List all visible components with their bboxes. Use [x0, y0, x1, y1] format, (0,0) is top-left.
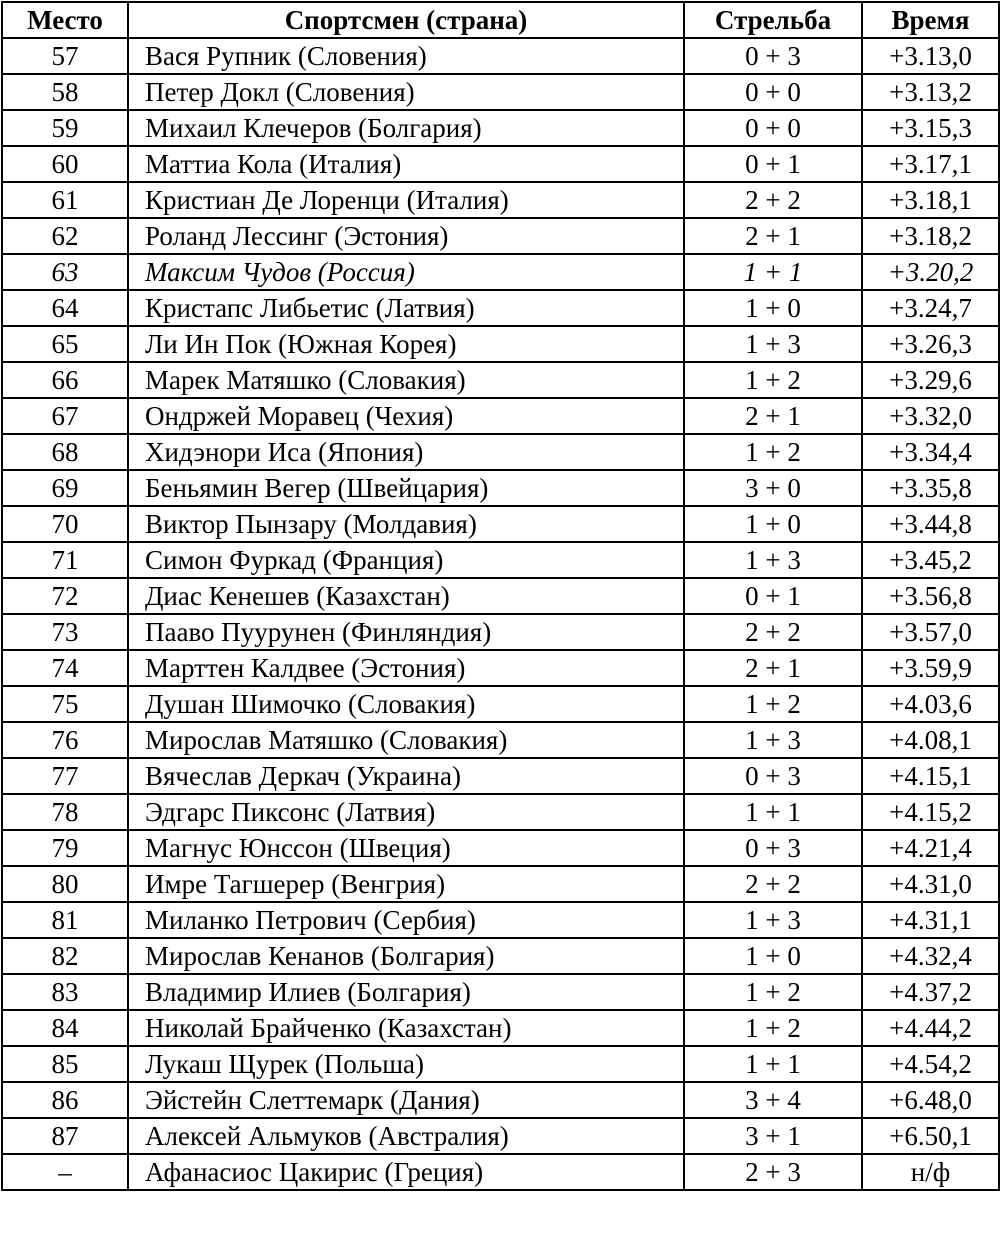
cell-shooting: 2 + 2	[684, 866, 862, 902]
table-row	[2, 1082, 999, 1118]
cell-place: 62	[2, 218, 128, 254]
cell-shooting: 1 + 1	[684, 794, 862, 830]
cell-place: 69	[2, 470, 128, 506]
cell-shooting: 0 + 0	[684, 74, 862, 110]
table-body	[2, 38, 999, 1190]
cell-athlete: Вася Рупник (Словения)	[128, 38, 684, 74]
cell-place: 77	[2, 758, 128, 794]
cell-time: +3.35,8	[862, 470, 999, 506]
cell-time: +3.57,0	[862, 614, 999, 650]
cell-time: +4.37,2	[862, 974, 999, 1010]
cell-place: 84	[2, 1010, 128, 1046]
table-row	[2, 1046, 999, 1082]
cell-athlete: Вячеслав Деркач (Украина)	[128, 758, 684, 794]
cell-place: 66	[2, 362, 128, 398]
cell-athlete: Миланко Петрович (Сербия)	[128, 902, 684, 938]
cell-place: 70	[2, 506, 128, 542]
cell-place: 72	[2, 578, 128, 614]
table-row	[2, 686, 999, 722]
table-row	[2, 758, 999, 794]
cell-athlete: Мирослав Кенанов (Болгария)	[128, 938, 684, 974]
table-row	[2, 614, 999, 650]
cell-place: 57	[2, 38, 128, 74]
table-row	[2, 830, 999, 866]
table-header	[2, 2, 999, 38]
table-row	[2, 506, 999, 542]
table-row	[2, 362, 999, 398]
cell-place: 75	[2, 686, 128, 722]
cell-time: +3.24,7	[862, 290, 999, 326]
cell-place: 67	[2, 398, 128, 434]
cell-time: +3.56,8	[862, 578, 999, 614]
cell-place: 83	[2, 974, 128, 1010]
table-row	[2, 470, 999, 506]
header-shooting: Стрельба	[684, 2, 862, 38]
cell-time: +4.15,2	[862, 794, 999, 830]
cell-shooting: 1 + 2	[684, 434, 862, 470]
cell-shooting: 0 + 1	[684, 578, 862, 614]
cell-shooting: 1 + 0	[684, 938, 862, 974]
table-row	[2, 146, 999, 182]
cell-athlete: Петер Докл (Словения)	[128, 74, 684, 110]
table-row	[2, 110, 999, 146]
cell-time: +3.32,0	[862, 398, 999, 434]
cell-time: +3.59,9	[862, 650, 999, 686]
cell-athlete: Эйстейн Слеттемарк (Дания)	[128, 1082, 684, 1118]
cell-shooting: 3 + 4	[684, 1082, 862, 1118]
cell-time: +3.44,8	[862, 506, 999, 542]
cell-shooting: 2 + 2	[684, 182, 862, 218]
header-athlete: Спортсмен (страна)	[128, 2, 684, 38]
cell-time: +4.32,4	[862, 938, 999, 974]
cell-time: +4.31,0	[862, 866, 999, 902]
cell-time: +4.08,1	[862, 722, 999, 758]
cell-athlete: Мирослав Матяшко (Словакия)	[128, 722, 684, 758]
cell-shooting: 2 + 3	[684, 1154, 862, 1190]
table-row	[2, 1010, 999, 1046]
table-row	[2, 74, 999, 110]
table-row	[2, 182, 999, 218]
cell-shooting: 0 + 3	[684, 830, 862, 866]
cell-time: +3.17,1	[862, 146, 999, 182]
table-row	[2, 938, 999, 974]
cell-athlete: Ли Ин Пок (Южная Корея)	[128, 326, 684, 362]
cell-place: 64	[2, 290, 128, 326]
cell-time: +3.15,3	[862, 110, 999, 146]
cell-shooting: 1 + 1	[684, 254, 862, 290]
cell-place: 76	[2, 722, 128, 758]
cell-shooting: 0 + 3	[684, 38, 862, 74]
cell-athlete: Алексей Альмуков (Австралия)	[128, 1118, 684, 1154]
cell-shooting: 1 + 3	[684, 722, 862, 758]
cell-place: 73	[2, 614, 128, 650]
cell-time: н/ф	[862, 1154, 999, 1190]
cell-place: 59	[2, 110, 128, 146]
cell-shooting: 2 + 1	[684, 650, 862, 686]
cell-shooting: 2 + 1	[684, 218, 862, 254]
table-row	[2, 866, 999, 902]
cell-time: +3.18,1	[862, 182, 999, 218]
cell-athlete: Кристапс Либьетис (Латвия)	[128, 290, 684, 326]
cell-place: 74	[2, 650, 128, 686]
cell-shooting: 1 + 0	[684, 290, 862, 326]
cell-place: 87	[2, 1118, 128, 1154]
cell-time: +3.20,2	[862, 254, 999, 290]
cell-athlete: Марттен Калдвее (Эстония)	[128, 650, 684, 686]
cell-athlete: Хидэнори Иса (Япония)	[128, 434, 684, 470]
cell-athlete: Эдгарс Пиксонс (Латвия)	[128, 794, 684, 830]
table-row	[2, 434, 999, 470]
cell-athlete: Беньямин Вегер (Швейцария)	[128, 470, 684, 506]
cell-place: 82	[2, 938, 128, 974]
cell-athlete: Марек Матяшко (Словакия)	[128, 362, 684, 398]
cell-place: 78	[2, 794, 128, 830]
header-place: Место	[2, 2, 128, 38]
cell-place: 86	[2, 1082, 128, 1118]
cell-place: 80	[2, 866, 128, 902]
cell-athlete: Диас Кенешев (Казахстан)	[128, 578, 684, 614]
cell-shooting: 1 + 0	[684, 506, 862, 542]
cell-time: +4.54,2	[862, 1046, 999, 1082]
cell-athlete: Владимир Илиев (Болгария)	[128, 974, 684, 1010]
cell-place: 58	[2, 74, 128, 110]
cell-athlete: Роланд Лессинг (Эстония)	[128, 218, 684, 254]
cell-shooting: 0 + 1	[684, 146, 862, 182]
cell-place: 71	[2, 542, 128, 578]
cell-athlete: Маттиа Кола (Италия)	[128, 146, 684, 182]
cell-athlete: Михаил Клечеров (Болгария)	[128, 110, 684, 146]
table-row	[2, 326, 999, 362]
cell-shooting: 1 + 3	[684, 542, 862, 578]
cell-shooting: 3 + 1	[684, 1118, 862, 1154]
table-row	[2, 722, 999, 758]
table-row	[2, 974, 999, 1010]
cell-athlete: Лукаш Щурек (Польша)	[128, 1046, 684, 1082]
cell-place: 61	[2, 182, 128, 218]
cell-time: +6.48,0	[862, 1082, 999, 1118]
table-row	[2, 398, 999, 434]
cell-place: –	[2, 1154, 128, 1190]
cell-time: +3.34,4	[862, 434, 999, 470]
cell-time: +4.21,4	[862, 830, 999, 866]
cell-shooting: 1 + 2	[684, 686, 862, 722]
table-row	[2, 794, 999, 830]
cell-shooting: 1 + 2	[684, 1010, 862, 1046]
table-row	[2, 650, 999, 686]
table-row	[2, 1154, 999, 1190]
cell-place: 81	[2, 902, 128, 938]
cell-time: +4.31,1	[862, 902, 999, 938]
cell-time: +3.13,2	[862, 74, 999, 110]
cell-time: +3.18,2	[862, 218, 999, 254]
cell-time: +3.29,6	[862, 362, 999, 398]
cell-athlete: Афанасиос Цакирис (Греция)	[128, 1154, 684, 1190]
cell-place: 68	[2, 434, 128, 470]
cell-shooting: 2 + 1	[684, 398, 862, 434]
cell-shooting: 3 + 0	[684, 470, 862, 506]
cell-athlete: Ондржей Моравец (Чехия)	[128, 398, 684, 434]
cell-athlete: Николай Брайченко (Казахстан)	[128, 1010, 684, 1046]
cell-shooting: 0 + 3	[684, 758, 862, 794]
table-row	[2, 902, 999, 938]
table-row	[2, 290, 999, 326]
cell-place: 79	[2, 830, 128, 866]
cell-athlete: Имре Тагшерер (Венгрия)	[128, 866, 684, 902]
cell-shooting: 2 + 2	[684, 614, 862, 650]
table-row	[2, 38, 999, 74]
cell-place: 85	[2, 1046, 128, 1082]
table-row	[2, 254, 999, 290]
cell-shooting: 1 + 3	[684, 902, 862, 938]
cell-shooting: 0 + 0	[684, 110, 862, 146]
header-row	[2, 2, 999, 38]
cell-athlete: Симон Фуркад (Франция)	[128, 542, 684, 578]
cell-athlete: Виктор Пынзару (Молдавия)	[128, 506, 684, 542]
table-row	[2, 578, 999, 614]
header-time: Время	[862, 2, 999, 38]
results-table	[1, 1, 1000, 1191]
cell-time: +3.13,0	[862, 38, 999, 74]
cell-time: +4.44,2	[862, 1010, 999, 1046]
cell-athlete: Душан Шимочко (Словакия)	[128, 686, 684, 722]
table-row	[2, 218, 999, 254]
cell-athlete: Пааво Пуурунен (Финляндия)	[128, 614, 684, 650]
cell-place: 60	[2, 146, 128, 182]
cell-time: +4.15,1	[862, 758, 999, 794]
cell-shooting: 1 + 1	[684, 1046, 862, 1082]
table-row	[2, 542, 999, 578]
cell-shooting: 1 + 2	[684, 362, 862, 398]
cell-shooting: 1 + 3	[684, 326, 862, 362]
cell-shooting: 1 + 2	[684, 974, 862, 1010]
table-row	[2, 1118, 999, 1154]
cell-place: 65	[2, 326, 128, 362]
cell-time: +6.50,1	[862, 1118, 999, 1154]
cell-athlete: Кристиан Де Лоренци (Италия)	[128, 182, 684, 218]
cell-place: 63	[2, 254, 128, 290]
cell-athlete: Магнус Юнссон (Швеция)	[128, 830, 684, 866]
cell-athlete: Максим Чудов (Россия)	[128, 254, 684, 290]
cell-time: +3.45,2	[862, 542, 999, 578]
cell-time: +3.26,3	[862, 326, 999, 362]
cell-time: +4.03,6	[862, 686, 999, 722]
